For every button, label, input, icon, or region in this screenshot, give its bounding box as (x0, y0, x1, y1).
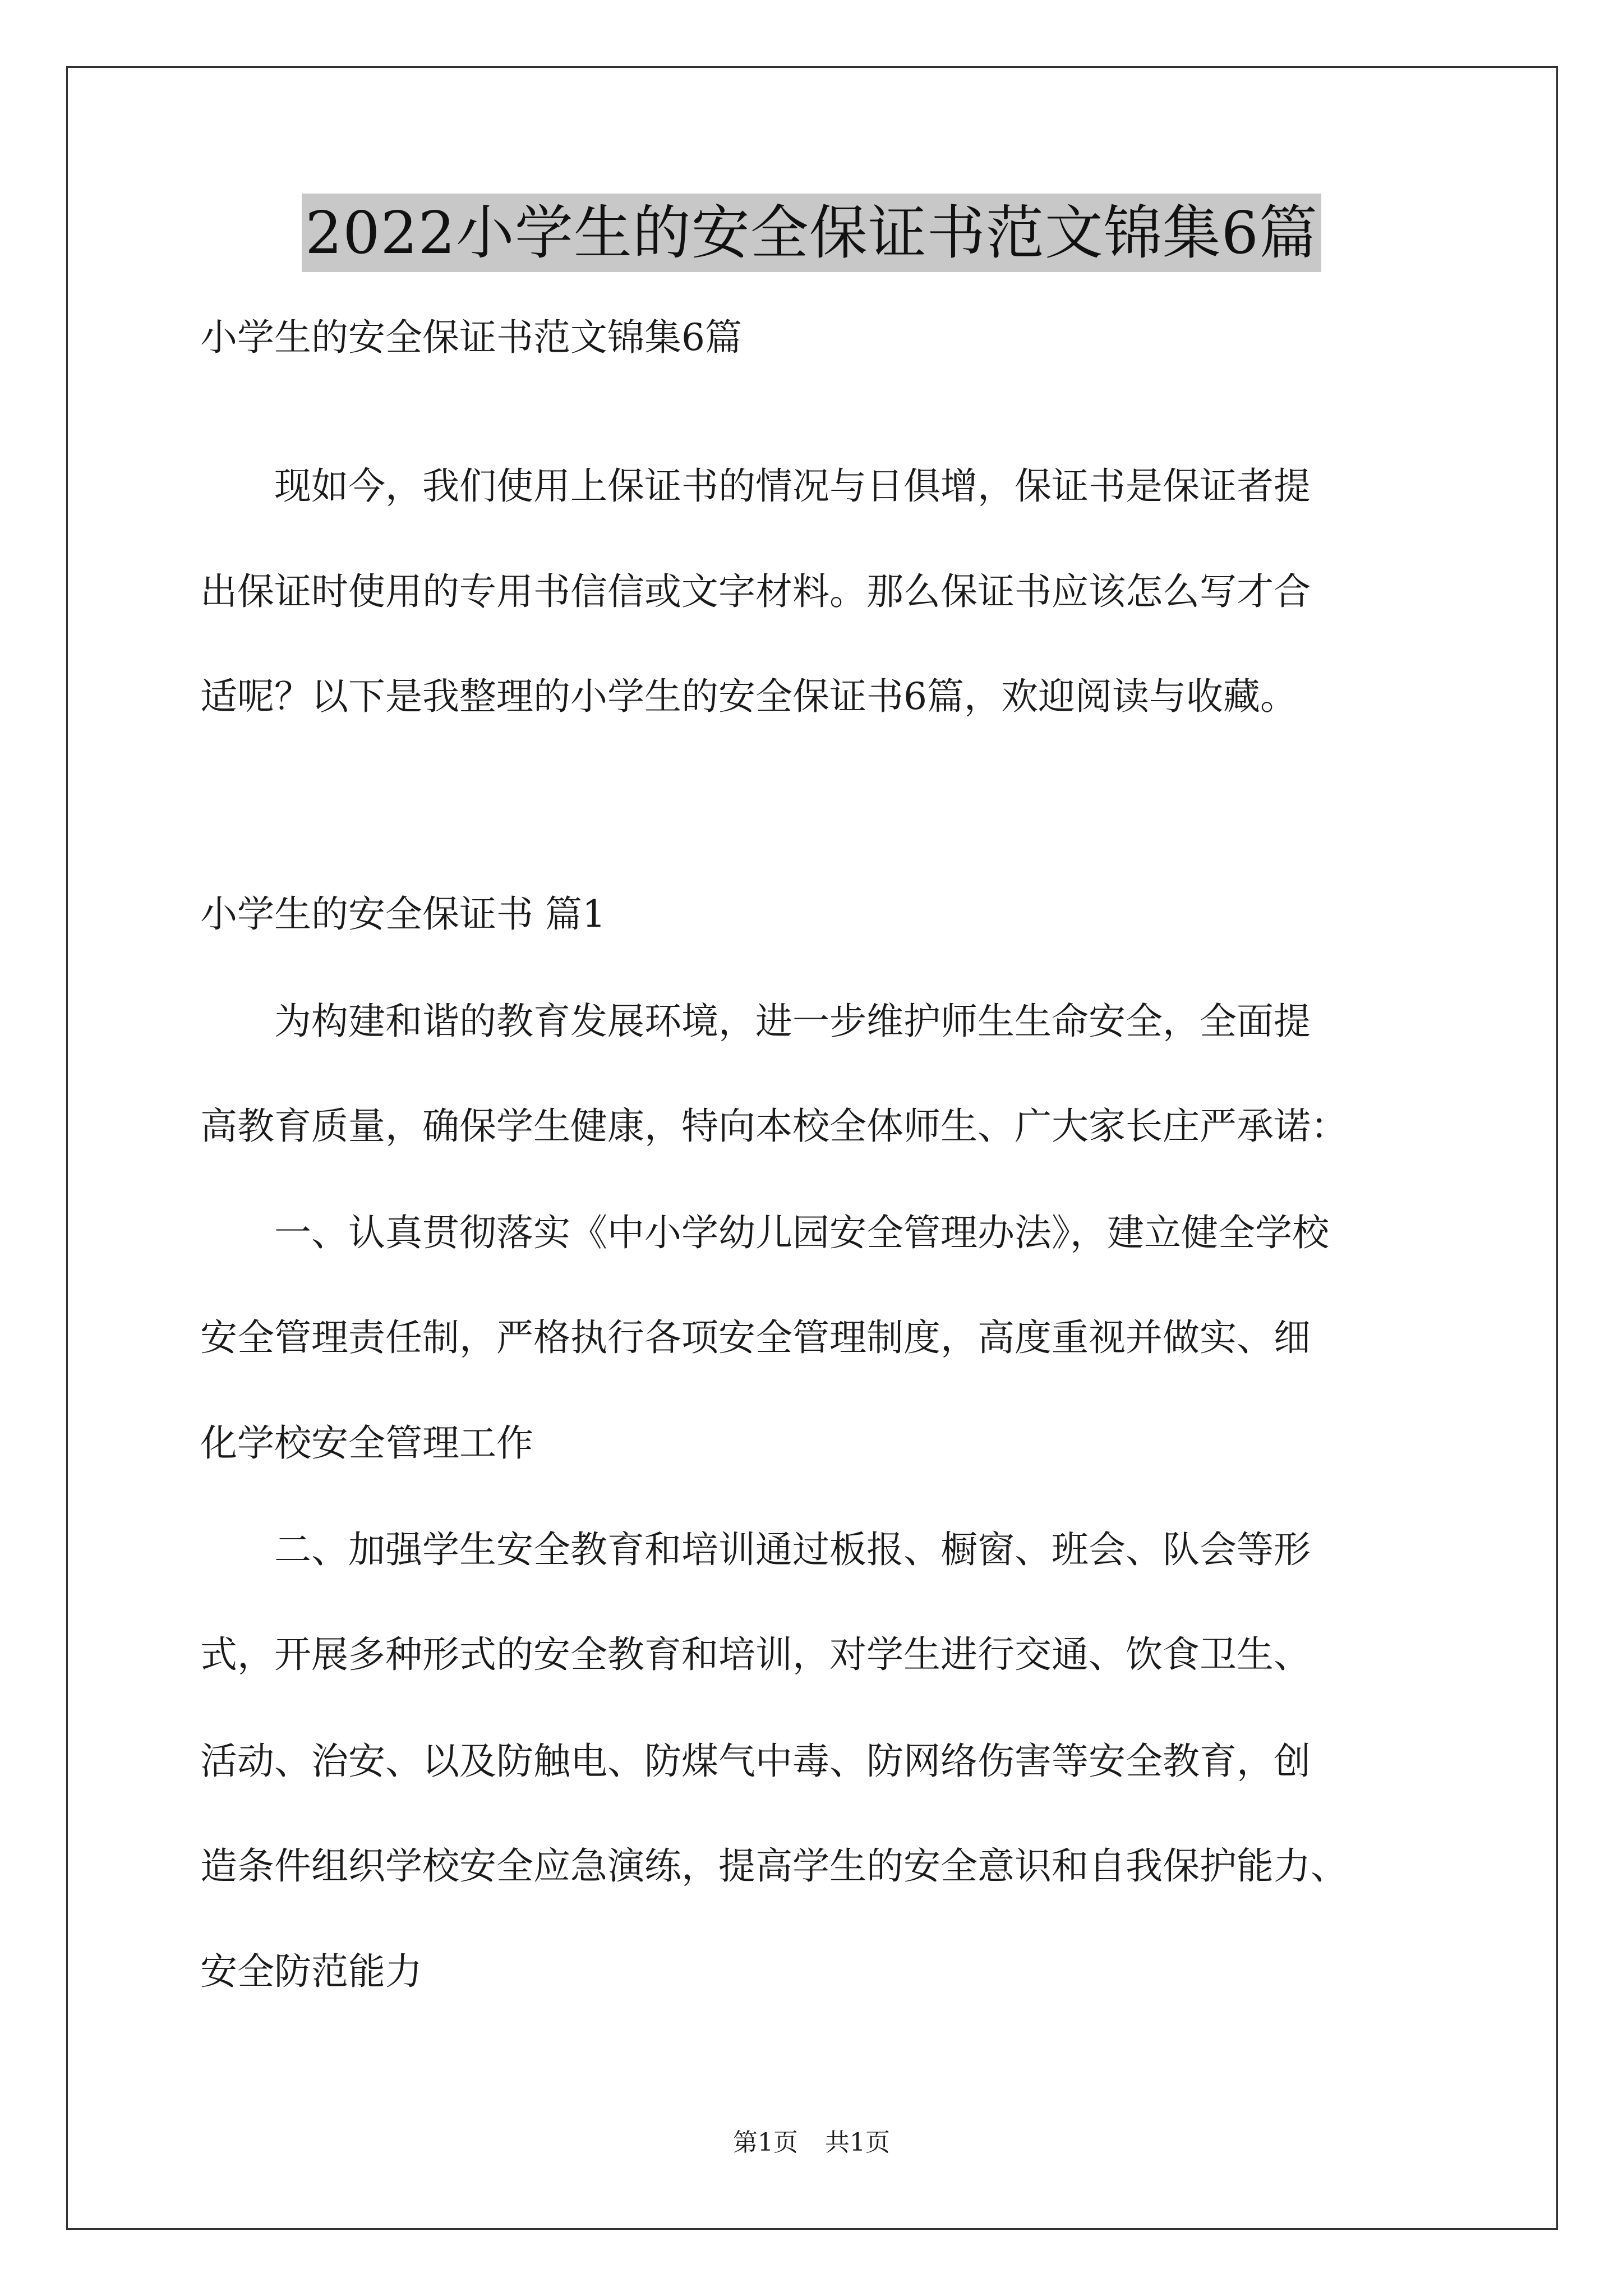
body-line: 安全管理责任制，严格执行各项安全管理制度，高度重视并做实、细 (200, 1316, 1311, 1359)
body-line: 出保证时使用的专用书信信或文字材料。那么保证书应该怎么写才合 (200, 570, 1311, 613)
page-number: 第1页 (733, 2128, 798, 2157)
body-line: 安全防范能力 (200, 1950, 422, 1993)
body-line: 造条件组织学校安全应急演练，提高学生的安全意识和自我保护能力、 (200, 1844, 1348, 1888)
body-line: 活动、治安、以及防触电、防煤气中毒、防网络伤害等安全教育，创 (200, 1740, 1311, 1783)
document-title: 2022小学生的安全保证书范文锦集6篇 (302, 194, 1321, 272)
page-total: 共1页 (825, 2128, 890, 2157)
page-footer (0, 2126, 1623, 2160)
body-line: 式，开展多种形式的安全教育和培训，对学生进行交通、饮食卫生、 (200, 1633, 1311, 1676)
section-heading: 小学生的安全保证书 篇1 (200, 892, 606, 936)
body-line: 现如今，我们使用上保证书的情况与日俱增，保证书是保证者提 (200, 464, 1311, 508)
subtitle-line: 小学生的安全保证书范文锦集6篇 (200, 316, 742, 359)
body-line: 二、加强学生安全教育和培训通过板报、橱窗、班会、队会等形 (200, 1528, 1311, 1571)
body-line: 高教育质量，确保学生健康，特向本校全体师生、广大家长庄严承诺： (200, 1105, 1348, 1148)
body-line: 为构建和谐的教育发展环境，进一步维护师生生命安全，全面提 (200, 1000, 1311, 1043)
body-line: 适呢？以下是我整理的小学生的安全保证书6篇，欢迎阅读与收藏。 (200, 675, 1297, 718)
body-line: 化学校安全管理工作 (200, 1421, 533, 1465)
title-container (0, 194, 1623, 272)
body-line: 一、认真贯彻落实《中小学幼儿园安全管理办法》，建立健全学校 (200, 1211, 1329, 1254)
